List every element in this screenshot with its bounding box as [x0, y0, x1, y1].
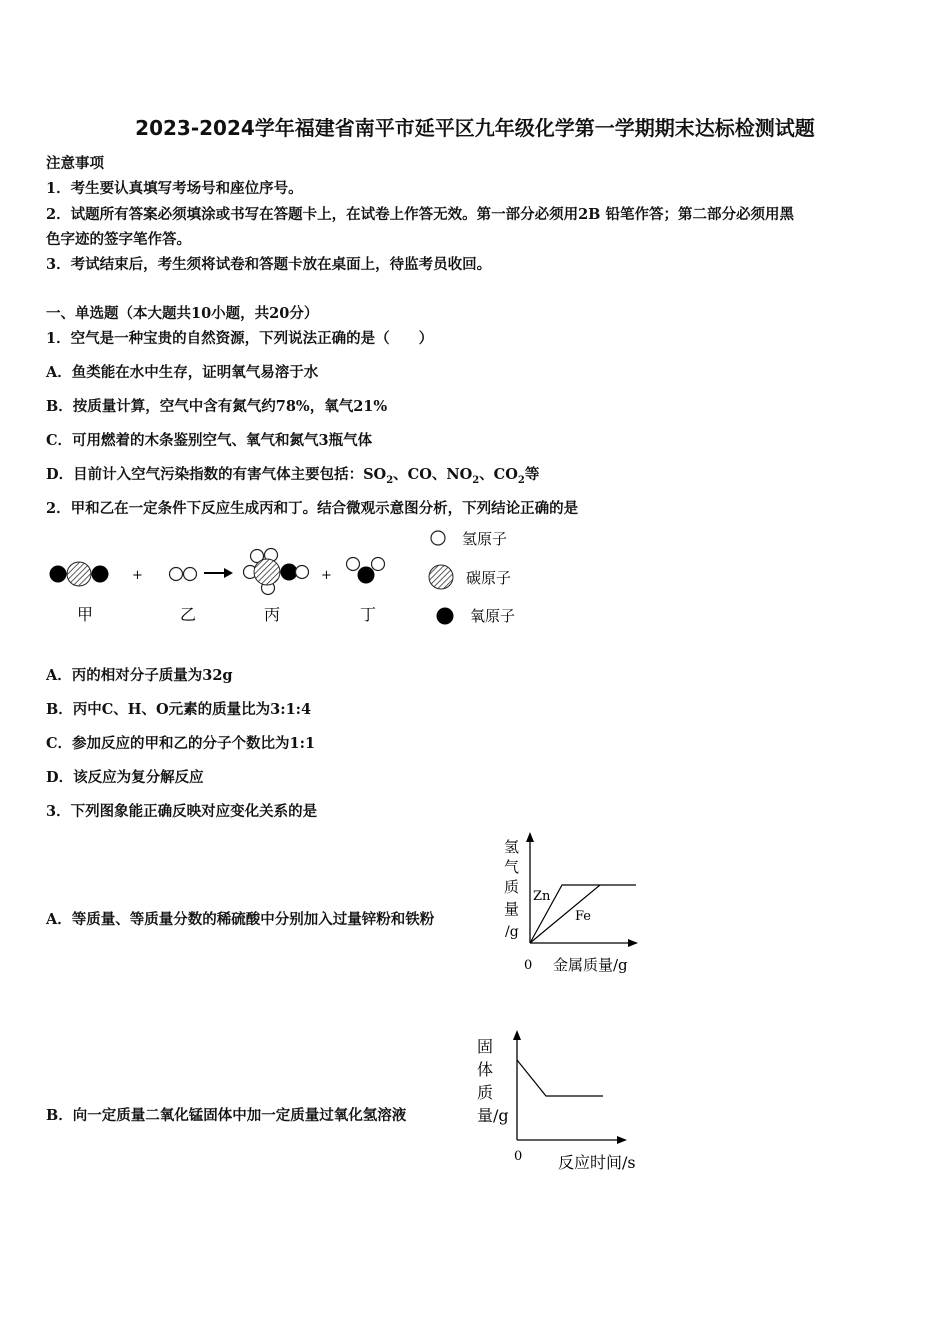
y-axis-label: 质 [504, 878, 520, 896]
question-1-option-a: A．鱼类能在水中生存，证明氧气易溶于水 [46, 364, 319, 381]
label-bing: 丙 [264, 605, 281, 624]
legend-oxygen: 氧原子 [470, 607, 516, 625]
label-yi: 乙 [180, 605, 197, 624]
graph-hydrogen-mass [495, 828, 655, 978]
y-axis-label: 量 [504, 900, 520, 918]
curve-label-zn: Zn [533, 889, 551, 904]
question-2-option-b: B．丙中C、H、O元素的质量比为3:1:4 [46, 701, 312, 718]
oxygen-atom-icon [437, 608, 454, 625]
notice-item: 色字迹的签字笔作答。 [46, 231, 191, 248]
hydrogen-atom-icon [431, 531, 445, 545]
question-2-stem: 2．甲和乙在一定条件下反应生成丙和丁。结合微观示意图分析，下列结论正确的是 [46, 500, 579, 517]
question-3-stem: 3．下列图象能正确反映对应变化关系的是 [46, 803, 318, 820]
y-axis-label: 气 [504, 858, 520, 876]
legend-hydrogen: 氢原子 [462, 530, 508, 548]
curve-label-fe: Fe [575, 909, 592, 924]
legend-carbon: 碳原子 [466, 569, 512, 587]
notice-item: 2．试题所有答案必须填涂或书写在答题卡上，在试卷上作答无效。第一部分必须用2B 铅笔作答；第二部分必须用黑 [46, 206, 794, 223]
origin-label: 0 [514, 1149, 523, 1164]
y-axis-label: 量/g [477, 1106, 509, 1125]
x-axis-label: 反应时间/s [558, 1153, 636, 1172]
label-ding: 丁 [360, 605, 377, 624]
x-axis-label: 金属质量/g [553, 956, 628, 974]
graph-solid-mass [465, 1022, 655, 1177]
question-3-option-a: A．等质量、等质量分数的稀硫酸中分别加入过量锌粉和铁粉 [46, 911, 435, 928]
molecule-reaction-diagram [40, 522, 560, 637]
question-2-option-a: A．丙的相对分子质量为32g [46, 667, 233, 684]
plus-sign: + [321, 568, 332, 583]
arrow-icon [204, 568, 233, 578]
y-axis-label: 固 [477, 1037, 494, 1056]
question-1-stem: 1．空气是一种宝贵的自然资源，下列说法正确的是（ ） [46, 330, 434, 347]
page-title: 2023-2024学年福建省南平市延平区九年级化学第一学期期末达标检测试题 [135, 116, 815, 140]
question-3-option-b: B．向一定质量二氧化锰固体中加一定质量过氧化氢溶液 [46, 1107, 407, 1124]
question-1-option-b: B．按质量计算，空气中含有氮气约78%，氧气21% [46, 398, 388, 415]
question-1-option-d: D．目前计入空气污染指数的有害气体主要包括：$SO_2$、CO、$NO_2$、$CO_2$等 [46, 466, 540, 486]
molecule-ding [347, 558, 385, 584]
label-jia: 甲 [77, 605, 94, 624]
plus-sign: + [132, 568, 143, 583]
question-1-option-c: C．可用燃着的木条鉴别空气、氧气和氮气3瓶气体 [46, 432, 373, 449]
y-axis-label: 体 [477, 1060, 494, 1079]
notice-heading: 注意事项 [46, 155, 104, 172]
carbon-atom-icon [429, 565, 453, 589]
question-2-option-c: C．参加反应的甲和乙的分子个数比为1:1 [46, 735, 316, 752]
molecule-jia [50, 562, 109, 586]
y-axis-label: 质 [477, 1083, 494, 1102]
y-axis-unit: /g [505, 924, 519, 940]
origin-label: 0 [524, 958, 533, 973]
notice-item: 1．考生要认真填写考场号和座位序号。 [46, 180, 303, 197]
question-2-option-d: D．该反应为复分解反应 [46, 769, 204, 786]
molecule-bing [244, 549, 309, 595]
y-axis-label: 氢 [504, 838, 520, 856]
molecule-yi [170, 568, 197, 581]
section-heading: 一、单选题（本大题共10小题，共20分） [46, 305, 319, 322]
notice-item: 3．考试结束后，考生须将试卷和答题卡放在桌面上，待监考员收回。 [46, 256, 492, 273]
